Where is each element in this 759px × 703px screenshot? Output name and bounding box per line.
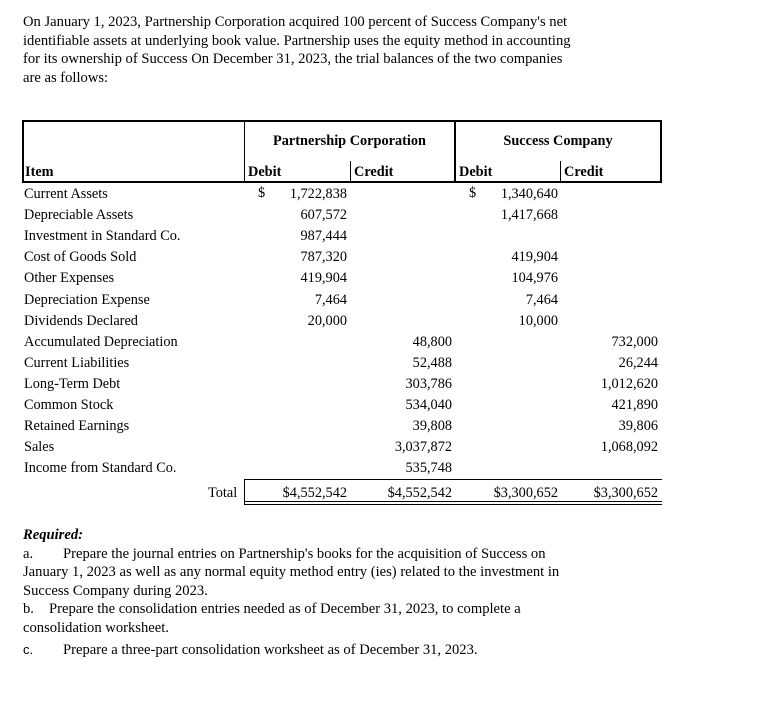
row-item-label: Investment in Standard Co. [24, 228, 181, 244]
row-item-label: Cost of Goods Sold [24, 249, 137, 265]
item-marker: c. [23, 641, 34, 657]
row-item-label: Current Liabilities [24, 355, 130, 371]
company1-credit-divider [350, 161, 351, 183]
required-item-a [23, 545, 663, 564]
required-title: Required: [23, 527, 83, 543]
company1-credit-cell: 534,040 [405, 397, 452, 413]
row-item-label: Depreciation Expense [24, 292, 150, 308]
company2-debit-cell: 1,417,668 [500, 207, 558, 223]
company2-credit-total: $3,300,652 [593, 485, 658, 501]
company1-debit-cell: 1,722,838 [289, 186, 347, 202]
company2-debit-header: Debit [459, 164, 493, 180]
trial-balance-table [22, 120, 662, 505]
table-header-bottom-border [22, 181, 662, 183]
company2-header: Success Company [503, 133, 613, 149]
intro-line: identifiable assets at underlying book value. Partnership uses the equity method in accounting [23, 32, 571, 49]
row-item-label: Long-Term Debt [24, 376, 121, 392]
company1-debit-cell: 607,572 [300, 207, 347, 223]
item-text: Prepare a three-part consolidation worksheet as of December 31, 2023. [63, 641, 478, 658]
row-item-label: Dividends Declared [24, 313, 138, 329]
company1-debit-cell: 20,000 [307, 313, 347, 329]
company1-credit-cell: 52,488 [412, 355, 452, 371]
item-text: January 1, 2023 as well as any normal equity method entry (ies) related to the investment in [23, 564, 560, 581]
company1-credit-cell: 303,786 [405, 376, 452, 392]
company2-credit-cell: 421,890 [611, 397, 658, 413]
company2-debit-total: $3,300,652 [493, 485, 558, 501]
item-text: consolidation worksheet. [23, 619, 169, 636]
company2-currency-symbol: $ [469, 185, 477, 201]
row-item-label: Accumulated Depreciation [24, 334, 178, 350]
item-marker: b. [23, 601, 34, 618]
company2-credit-cell: 26,244 [618, 355, 658, 371]
intro-line: are as follows: [23, 69, 109, 86]
company1-credit-header: Credit [354, 164, 394, 180]
company1-left-border [244, 120, 245, 183]
table-right-border [660, 120, 662, 183]
total-top-rule [244, 479, 662, 480]
row-item-label: Common Stock [24, 397, 114, 413]
company2-debit-cell: 7,464 [525, 292, 558, 308]
company1-currency-symbol: $ [258, 185, 266, 201]
item-marker: a. [23, 545, 34, 562]
intro-line: On January 1, 2023, Partnership Corporation acquired 100 percent of Success Company's net [23, 14, 568, 30]
total-label-divider [244, 479, 245, 505]
company2-credit-cell: 1,068,092 [600, 439, 658, 455]
company1-debit-cell: 419,904 [300, 270, 347, 286]
company2-left-border [454, 120, 456, 183]
company1-credit-total: $4,552,542 [387, 485, 452, 501]
row-item-label: Depreciable Assets [24, 207, 134, 223]
row-item-label: Current Assets [24, 186, 108, 202]
total-label: Total [208, 485, 238, 501]
company2-credit-cell: 732,000 [611, 334, 658, 350]
company1-header: Partnership Corporation [273, 133, 426, 149]
item-text: Prepare the consolidation entries needed as of December 31, 2023, to complete a [49, 601, 521, 618]
company2-credit-divider [560, 161, 561, 183]
company1-credit-cell: 535,748 [405, 460, 452, 476]
company1-debit-header: Debit [248, 164, 282, 180]
row-item-label: Other Expenses [24, 270, 115, 286]
company1-debit-total: $4,552,542 [282, 485, 347, 501]
row-item-label: Income from Standard Co. [24, 460, 177, 476]
company1-credit-cell: 3,037,872 [394, 439, 452, 455]
item-text: Success Company during 2023. [23, 582, 208, 599]
company2-debit-cell: 419,904 [511, 249, 558, 265]
company2-credit-header: Credit [564, 164, 604, 180]
row-item-label: Retained Earnings [24, 418, 130, 434]
row-item-label: Sales [24, 439, 55, 455]
required-item-c [23, 641, 663, 660]
company1-credit-cell: 48,800 [412, 334, 452, 350]
company1-debit-cell: 7,464 [314, 292, 347, 308]
company2-credit-cell: 39,806 [618, 418, 658, 434]
item-header: Item [25, 164, 54, 180]
required-section [23, 526, 663, 659]
company1-credit-cell: 39,808 [412, 418, 452, 434]
item-text: Prepare the journal entries on Partnership's books for the acquisition of Success on [63, 545, 546, 562]
company2-debit-cell: 1,340,640 [500, 186, 558, 202]
company1-debit-cell: 987,444 [300, 228, 347, 244]
company2-debit-cell: 104,976 [511, 270, 558, 286]
company2-debit-cell: 10,000 [518, 313, 558, 329]
total-bottom-rule [244, 504, 662, 505]
intro-line: for its ownership of Success On December 31, 2023, the trial balances of the two companies [23, 51, 563, 68]
table-left-border [22, 120, 24, 183]
required-item-b [23, 600, 663, 619]
company2-credit-cell: 1,012,620 [600, 376, 658, 392]
problem-intro [23, 13, 663, 87]
table-top-border [22, 120, 662, 122]
company1-debit-cell: 787,320 [300, 249, 347, 265]
